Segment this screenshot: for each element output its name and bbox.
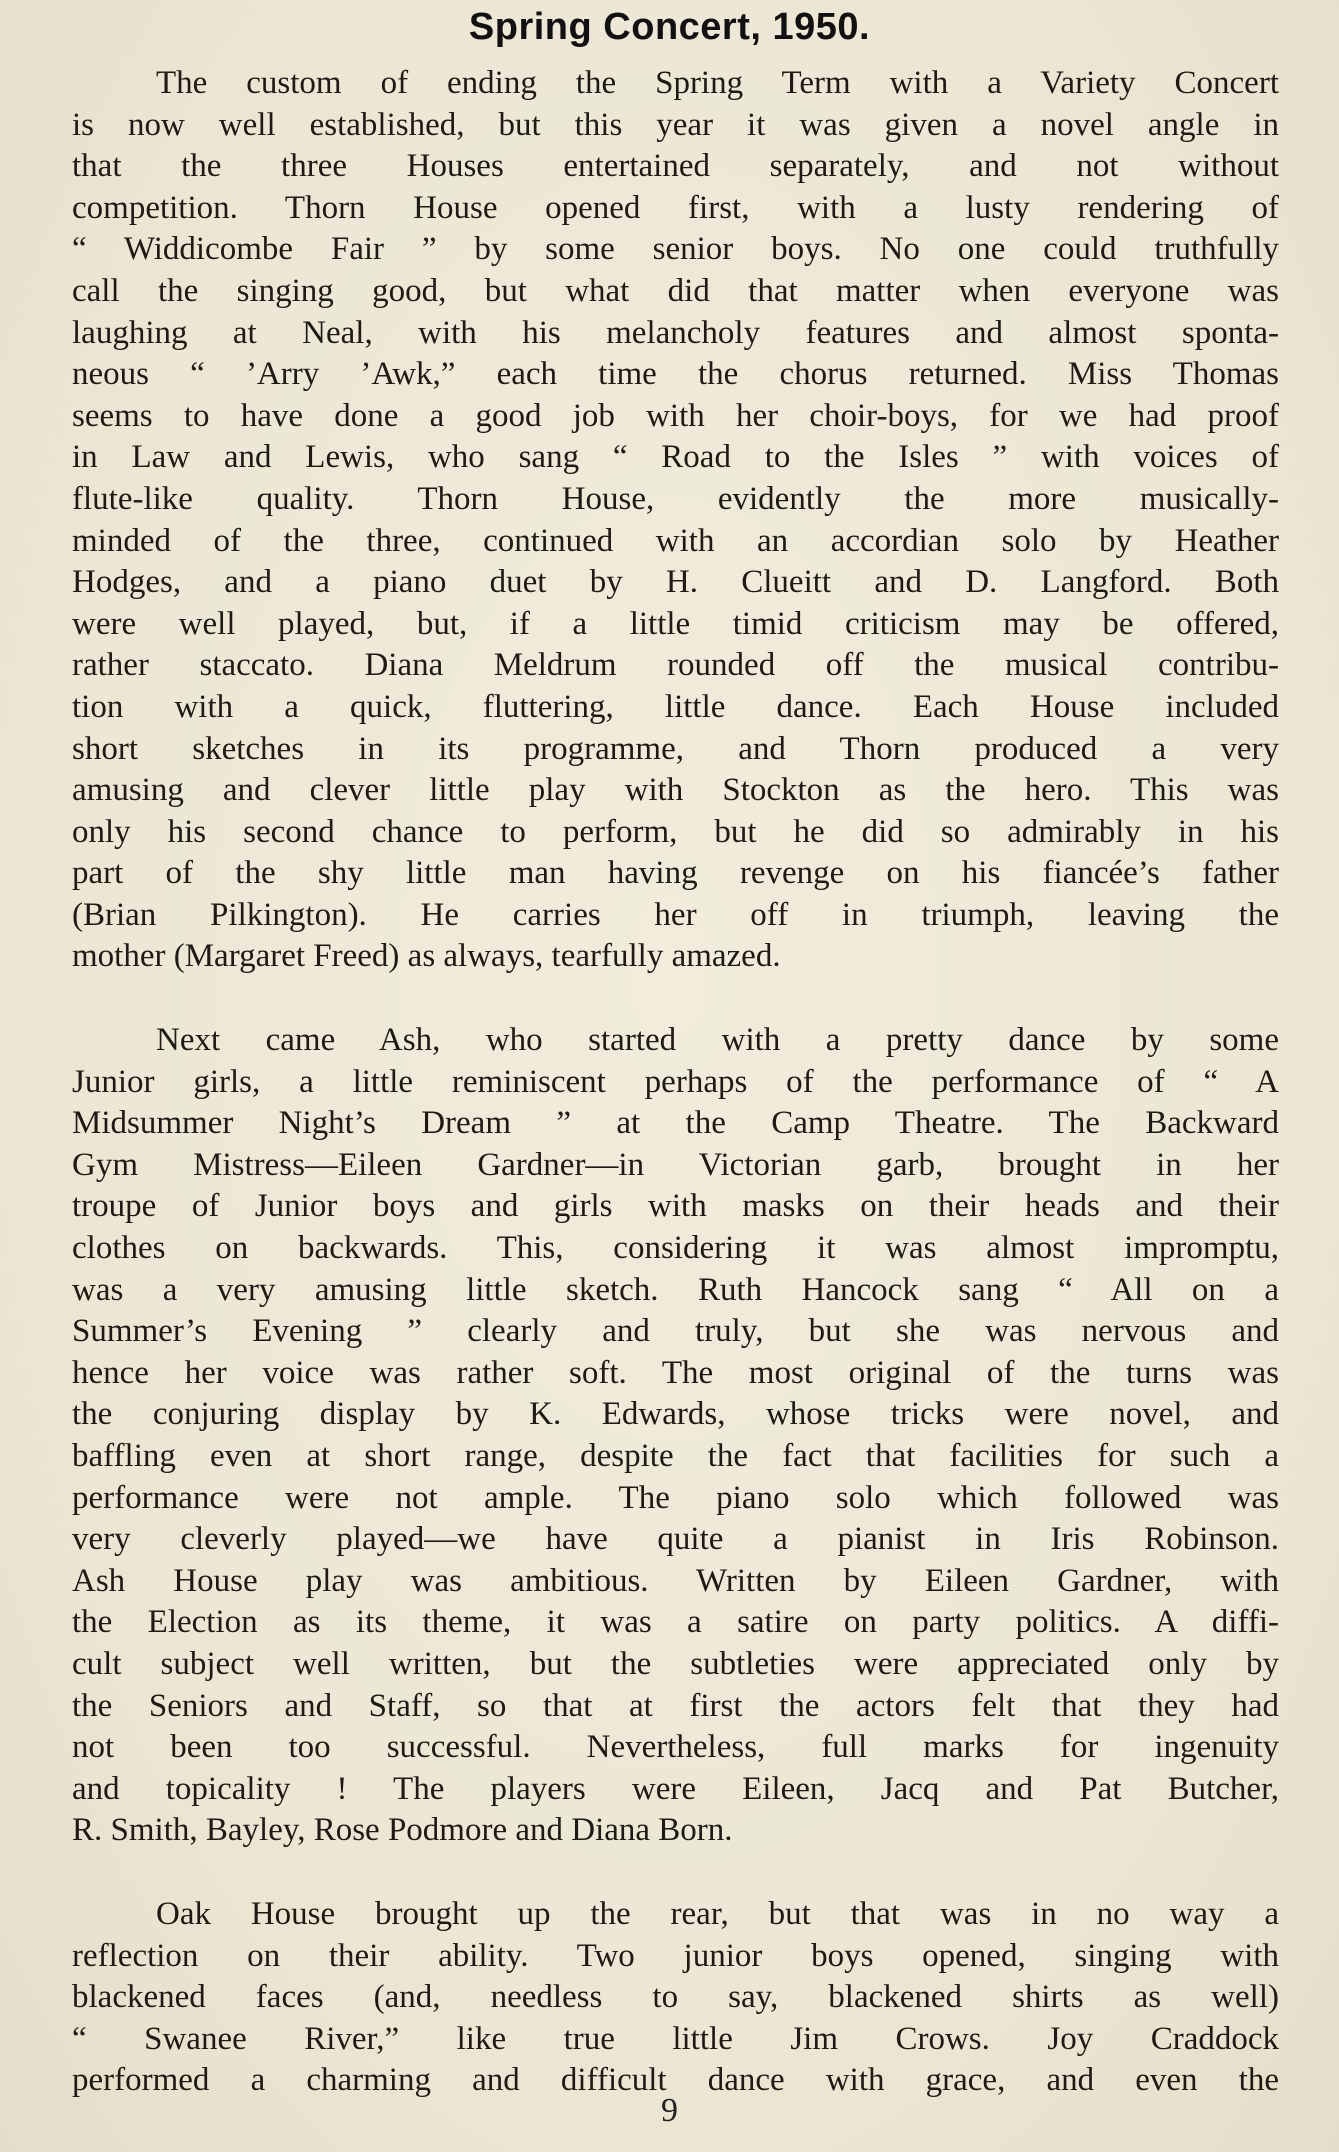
- text-line: Summer’s Evening ” clearly and truly, but she was nervous and: [72, 1313, 1279, 1350]
- text-line: short sketches in its programme, and Thorn produced a very: [72, 730, 1279, 767]
- text-line: tion with a quick, fluttering, little dance. Each House included: [72, 688, 1279, 725]
- text-line: Oak House brought up the rear, but that was in no way a: [156, 1895, 1279, 1932]
- text-line: The custom of ending the Spring Term with a Variety Concert: [156, 65, 1279, 101]
- text-line: the Seniors and Staff, so that at first the actors felt that they had: [72, 1687, 1279, 1724]
- text-line: “ Swanee River,” like true little Jim Crows. Joy Craddock: [72, 2020, 1279, 2057]
- text-line: part of the shy little man having revenge on his fiancée’s father: [72, 855, 1279, 892]
- text-line: flute-like quality. Thorn House, evidently the more musically-: [72, 480, 1279, 517]
- text-line: only his second chance to perform, but he did so admirably in his: [72, 813, 1279, 850]
- text-line: troupe of Junior boys and girls with masks on their heads and their: [72, 1188, 1279, 1225]
- text-line: Hodges, and a piano duet by H. Clueitt and D. Langford. Both: [72, 564, 1279, 601]
- text-line: “ Widdicombe Fair ” by some senior boys. No one could truthfully: [72, 231, 1279, 268]
- text-line: seems to have done a good job with her choir-boys, for we had proof: [72, 397, 1279, 434]
- text-line: reflection on their ability. Two junior boys opened, singing with: [72, 1937, 1279, 1974]
- text-line: amusing and clever little play with Stockton as the hero. This was: [72, 772, 1279, 809]
- text-line: blackened faces (and, needless to say, blackened shirts as well): [72, 1979, 1279, 2016]
- text-line: mother (Margaret Freed) as always, tearfully amazed.: [72, 938, 781, 975]
- text-line: clothes on backwards. This, considering it was almost impromptu,: [72, 1230, 1279, 1267]
- text-line: performed a charming and difficult dance with grace, and even the: [72, 2062, 1279, 2099]
- text-line: Midsummer Night’s Dream ” at the Camp Theatre. The Backward: [72, 1105, 1279, 1142]
- text-line: Ash House play was ambitious. Written by Eileen Gardner, with: [72, 1562, 1279, 1599]
- text-line: rather staccato. Diana Meldrum rounded off the musical contribu-: [72, 647, 1279, 684]
- text-line: were well played, but, if a little timid criticism may be offered,: [72, 605, 1279, 642]
- text-line: hence her voice was rather soft. The most original of the turns was: [72, 1354, 1279, 1391]
- text-line: the Election as its theme, it was a satire on party politics. A diffi-: [72, 1604, 1279, 1641]
- text-line: not been too successful. Nevertheless, full marks for ingenuity: [72, 1729, 1279, 1766]
- article-body: [72, 63, 1279, 2102]
- text-line: the conjuring display by K. Edwards, whose tricks were novel, and: [72, 1396, 1279, 1433]
- text-line: laughing at Neal, with his melancholy features and almost sponta-: [72, 314, 1279, 351]
- text-line: Next came Ash, who started with a pretty dance by some: [156, 1022, 1279, 1059]
- text-line: competition. Thorn House opened first, with a lusty rendering of: [72, 189, 1279, 226]
- text-line: was a very amusing little sketch. Ruth Hancock sang “ All on a: [72, 1271, 1279, 1308]
- page-number: 9: [661, 2092, 678, 2129]
- text-line: (Brian Pilkington). He carries her off in triumph, leaving the: [72, 896, 1279, 933]
- text-line: minded of the three, continued with an accordian solo by Heather: [72, 522, 1279, 559]
- paragraph: [72, 63, 1279, 978]
- text-line: in Law and Lewis, who sang “ Road to the Isles ” with voices of: [72, 439, 1279, 476]
- text-line: very cleverly played—we have quite a pianist in Iris Robinson.: [72, 1521, 1279, 1558]
- text-line: Junior girls, a little reminiscent perhaps of the performance of “ A: [72, 1063, 1279, 1100]
- text-line: performance were not ample. The piano solo which followed was: [72, 1479, 1279, 1516]
- text-line: cult subject well written, but the subtleties were appreciated only by: [72, 1645, 1279, 1682]
- text-line: Gym Mistress—Eileen Gardner—in Victorian garb, brought in her: [72, 1146, 1279, 1183]
- paragraph: [72, 1894, 1279, 2102]
- text-line: neous “ ’Arry ’Awk,” each time the chorus returned. Miss Thomas: [72, 356, 1279, 393]
- text-line: and topicality ! The players were Eileen, Jacq and Pat Butcher,: [72, 1770, 1279, 1807]
- text-line: baffling even at short range, despite the fact that facilities for such a: [72, 1438, 1279, 1474]
- paragraph: [72, 1020, 1279, 1852]
- text-line: R. Smith, Bayley, Rose Podmore and Diana Born.: [72, 1812, 733, 1849]
- text-line: is now well established, but this year it was given a novel angle in: [72, 106, 1279, 143]
- article-title: Spring Concert, 1950.: [468, 6, 871, 48]
- text-line: call the singing good, but what did that matter when everyone was: [72, 272, 1279, 309]
- text-line: that the three Houses entertained separately, and not without: [72, 148, 1279, 185]
